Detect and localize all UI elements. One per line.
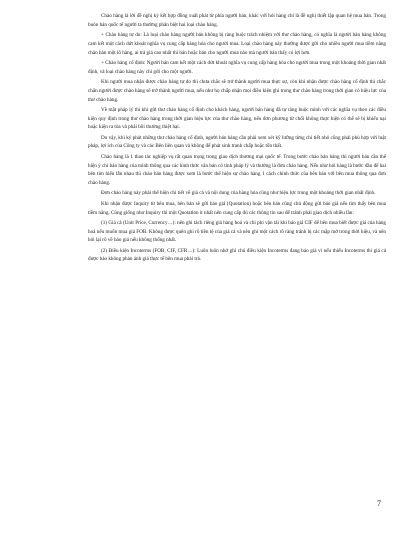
paragraph-price-item: (1) Giá cả (Unit Price, Currency…): nên ghi tách riêng giá hàng hoá và chi phí vận tải khi báo giá CIF để bên mua biết được giá của hàng hoá nếu muốn mua giá FOB. Không được quên ghi rõ tiền tệ của giá cả và nên ghi một cách rõ ràng tránh bị các mập mờ trong thời hiệu, và nên hỏi lại rõ về báo giá nếu không thống nhất. — [88, 219, 386, 244]
paragraph-free-offer: + Chào hàng tự do: Là loại chào hàng người bán không bị ràng buộc trách nhiệm với thư chào hàng, có nghĩa là người bán hàng không cam kết một cách dứt khoát nghĩa vụ cung cấp hàng hóa cho người mua. Loại chào hàng này thường được gửi cho nhiều người mua tiềm năng chào hàn một lô hàng, ai trả giá cao nhất thì bán hoặc bán cho người mua nào mà người bán thấy có lợi hơn. — [88, 32, 386, 56]
paragraph-firm-offer: + Chào hàng cố định: Người bán cam kết một cách dứt khoát nghĩa vụ cung cấp hàng hóa cho người mua trong một khoảng thời gian nhất định, và loại chào hàng này chỉ gửi cho một người. — [88, 59, 386, 75]
paragraph-intro: Chào hàng là lời đề nghị ký kết hợp đồng xuất phát từ phía người bán, khác với hỏi hàng chỉ là đề nghị thiết lập quan hệ mua bán. Trong buôn bán quốc tế người ta thường phân biệt hai loại chào hàng. — [88, 13, 386, 28]
paragraph-offer-details: Đơn chào hàng này phải thể hiện chi tiết về giá cả và nội dung của hàng hóa cũng như hiệu lực trong một khoảng thời gian nhất định. — [101, 190, 376, 197]
paragraph-legal: Về mặt pháp lý thì khi gửi thư chào hàng cố định cho khách hàng, người bán hàng đã tự ràng buộc mình với các nghĩa vụ theo các điều kiện quy định trong thư chào hàng trong thời gian hiệu lực của thư chào hàng, nếu đơn phương từ chối không thực hiện có thể sẽ bị khiếu nại hoặc kiện ra tòa và phải bồi thường thiệt hại. — [88, 106, 386, 131]
paragraph-buyer-receipt: Khi người mua nhận được chào hàng tự do thì chưa chắc sẽ trở thành người mua thực sự, còn khi nhận được chào hàng cố định thì chắc chắn người được chào hàng sẽ trở thành người mua, nếu như họ chấp nhận mọi điều kiện ghi trong thư chào hàng trong thời gian có hiệu lực của thư chào hàng. — [88, 79, 386, 103]
paragraph-caution: Do vậy, khi ký phát những thư chào hàng cố định, người bán hàng cần phải xem xét kỹ lưỡng từng chi tiết nhỏ cũng phải phù hợp với luật pháp, lợi ích của Công ty và các Bên liên quan và không để phát sinh tranh chấp hoặc tổn thất. — [88, 134, 386, 150]
paragraph-incoterms-item: (2) Điều kiện Incoterms (FOB, CIF, CFR…): Luôn luôn nhớ ghi chú điều kiện Incoterms đang báo giá vì nếu thiếu Incoterms thì giá cả được báo không phản ánh giá thực tế bên mua phải trả. — [88, 247, 386, 263]
paragraph-offer-operation: Chào hàng là 1 thao tác nghiệp vụ rất quan trọng trong giao dịch thương mại quốc tế. Trong bước chào bán hàng thì người bán cần thể hiện ý chí bán hàng của mình thông qua các hình thức văn bản có tính pháp lý và thường là đơn chào hàng. Nếu như hỏi hàng là bước đầu để hai bên tìm hiểu lẫn nhau thì chào bán hàng được xem là bước thể hiện sự chào hàng 1 cách chính thức của bên bán với bên mua thông qua đơn chào hàng. — [88, 153, 386, 187]
document-body — [88, 12, 386, 264]
page-number: 7 — [377, 499, 381, 508]
paragraph-quotation: Khi nhận được Inquiry từ bên mua, bên bán sẽ gửi báo giá (Quotation) hoặc bên bán cũng chủ động gửi báo giá nếu tìm thấy bên mua tiềm năng. Cũng giống như Inquiry thì một Quotation ít nhất nên cung cấp đủ các thông tin sau để tránh phải giao dịch nhiều lần: — [88, 200, 386, 216]
